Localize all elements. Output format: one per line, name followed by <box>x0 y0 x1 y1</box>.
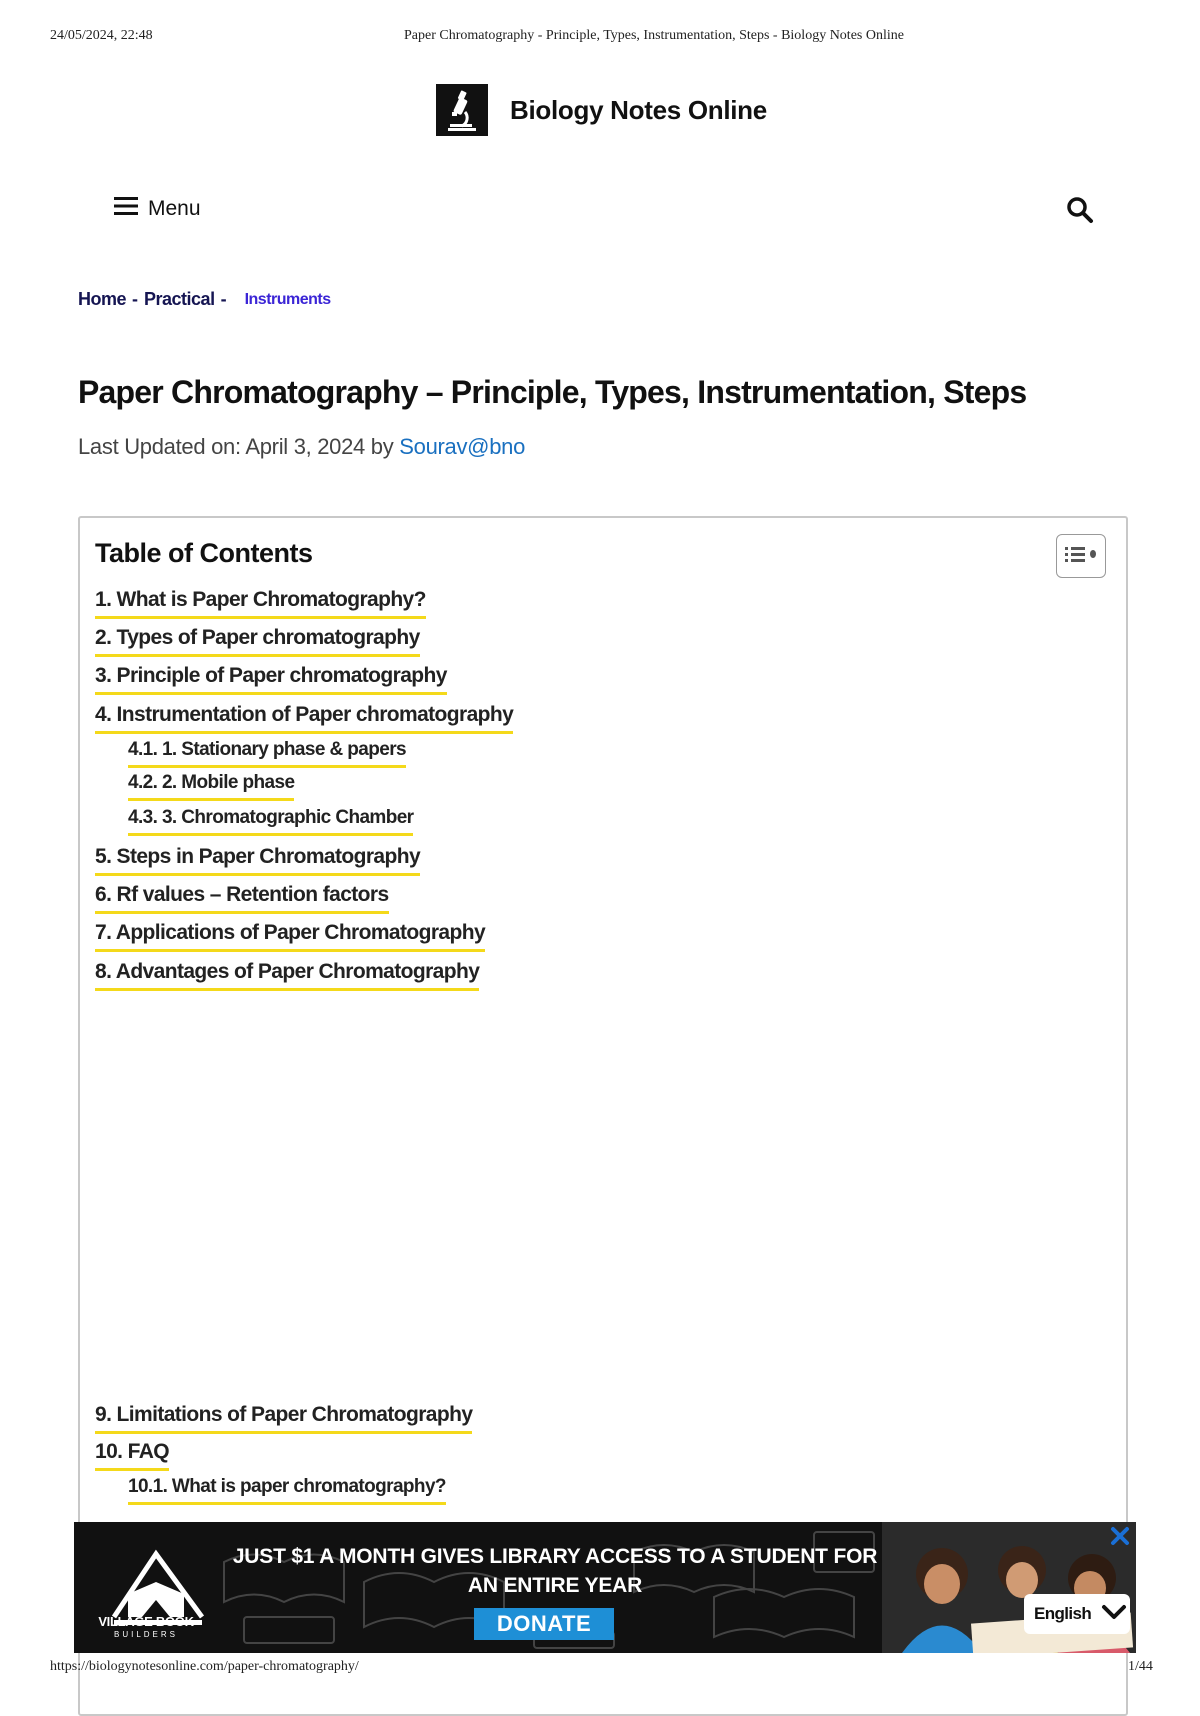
ad-headline-line2: AN ENTIRE YEAR <box>467 1574 643 1597</box>
breadcrumb-home[interactable]: Home <box>78 289 127 309</box>
toc-link-principle[interactable]: 3. Principle of Paper chromatography <box>95 664 447 695</box>
toc-link-faq[interactable]: 10. FAQ <box>95 1440 169 1471</box>
breadcrumb-current[interactable]: Instruments <box>244 290 331 308</box>
chevron-down-icon <box>1101 1603 1127 1626</box>
ad-banner[interactable] <box>74 1522 1136 1653</box>
toc-link-rf-values[interactable]: 6. Rf values – Retention factors <box>95 883 389 914</box>
breadcrumb-practical[interactable]: Practical <box>144 289 215 309</box>
print-page-title: Paper Chromatography - Principle, Types, Instrumentation, Steps - Biology Notes Online <box>404 28 904 43</box>
print-datetime: 24/05/2024, 22:48 <box>50 28 153 43</box>
toc-link-applications[interactable]: 7. Applications of Paper Chromatography <box>95 921 485 952</box>
post-meta <box>78 434 525 460</box>
search-icon <box>1066 211 1094 228</box>
toc-link-advantages[interactable]: 8. Advantages of Paper Chromatography <box>95 960 479 991</box>
author-link[interactable]: Sourav@bno <box>399 434 526 459</box>
menu-label: Menu <box>148 196 201 220</box>
toc-link-stationary-phase[interactable]: 4.1. 1. Stationary phase & papers <box>128 739 406 768</box>
toc-title: Table of Contents <box>95 538 313 568</box>
print-footer <box>0 1659 1200 1681</box>
print-url: https://biologynotesonline.com/paper-chromatography/ <box>50 1659 359 1674</box>
hamburger-icon <box>114 196 138 221</box>
toc-link-limitations[interactable]: 9. Limitations of Paper Chromatography <box>95 1403 472 1434</box>
breadcrumb-separator: - <box>220 289 227 309</box>
toc-toggle-button[interactable] <box>1056 534 1106 578</box>
close-icon <box>1108 1535 1132 1552</box>
print-page-number: 1/44 <box>1128 1659 1153 1674</box>
ad-org-sub: BUILDERS <box>113 1630 178 1639</box>
toc-link-what-is[interactable]: 1. What is Paper Chromatography? <box>95 588 426 619</box>
language-selected: English <box>1034 1604 1092 1623</box>
last-updated-text: Last Updated on: April 3, 2024 by <box>78 434 400 459</box>
toc-link-instrumentation[interactable]: 4. Instrumentation of Paper chromatography <box>95 703 513 734</box>
site-name: Biology Notes Online <box>510 94 767 125</box>
toc-link-types[interactable]: 2. Types of Paper chromatography <box>95 626 420 657</box>
toc-link-steps[interactable]: 5. Steps in Paper Chromatography <box>95 845 420 876</box>
site-brand[interactable] <box>436 84 767 136</box>
search-button[interactable] <box>1066 196 1094 224</box>
ad-headline-line1: JUST $1 A MONTH GIVES LIBRARY ACCESS TO A STUDENT FOR <box>232 1545 878 1568</box>
print-header <box>0 28 1200 50</box>
ad-org-name: VILLAGE BOOK <box>98 1614 194 1629</box>
list-toggle-icon <box>1063 543 1099 570</box>
language-select[interactable] <box>1024 1594 1130 1634</box>
menu-button[interactable] <box>114 196 201 221</box>
toc-link-chamber[interactable]: 4.3. 3. Chromatographic Chamber <box>128 807 413 836</box>
microscope-icon <box>436 84 488 136</box>
page-title: Paper Chromatography – Principle, Types, Instrumentation, Steps <box>78 374 1027 410</box>
breadcrumb-separator: - <box>132 289 139 309</box>
donate-button[interactable]: DONATE <box>474 1608 614 1640</box>
ad-headline <box>212 1542 898 1600</box>
toc-link-mobile-phase[interactable]: 4.2. 2. Mobile phase <box>128 772 294 801</box>
toc-link-faq-what-is[interactable]: 10.1. What is paper chromatography? <box>128 1476 446 1505</box>
breadcrumb <box>78 289 331 310</box>
ad-close-button[interactable] <box>1108 1524 1132 1548</box>
